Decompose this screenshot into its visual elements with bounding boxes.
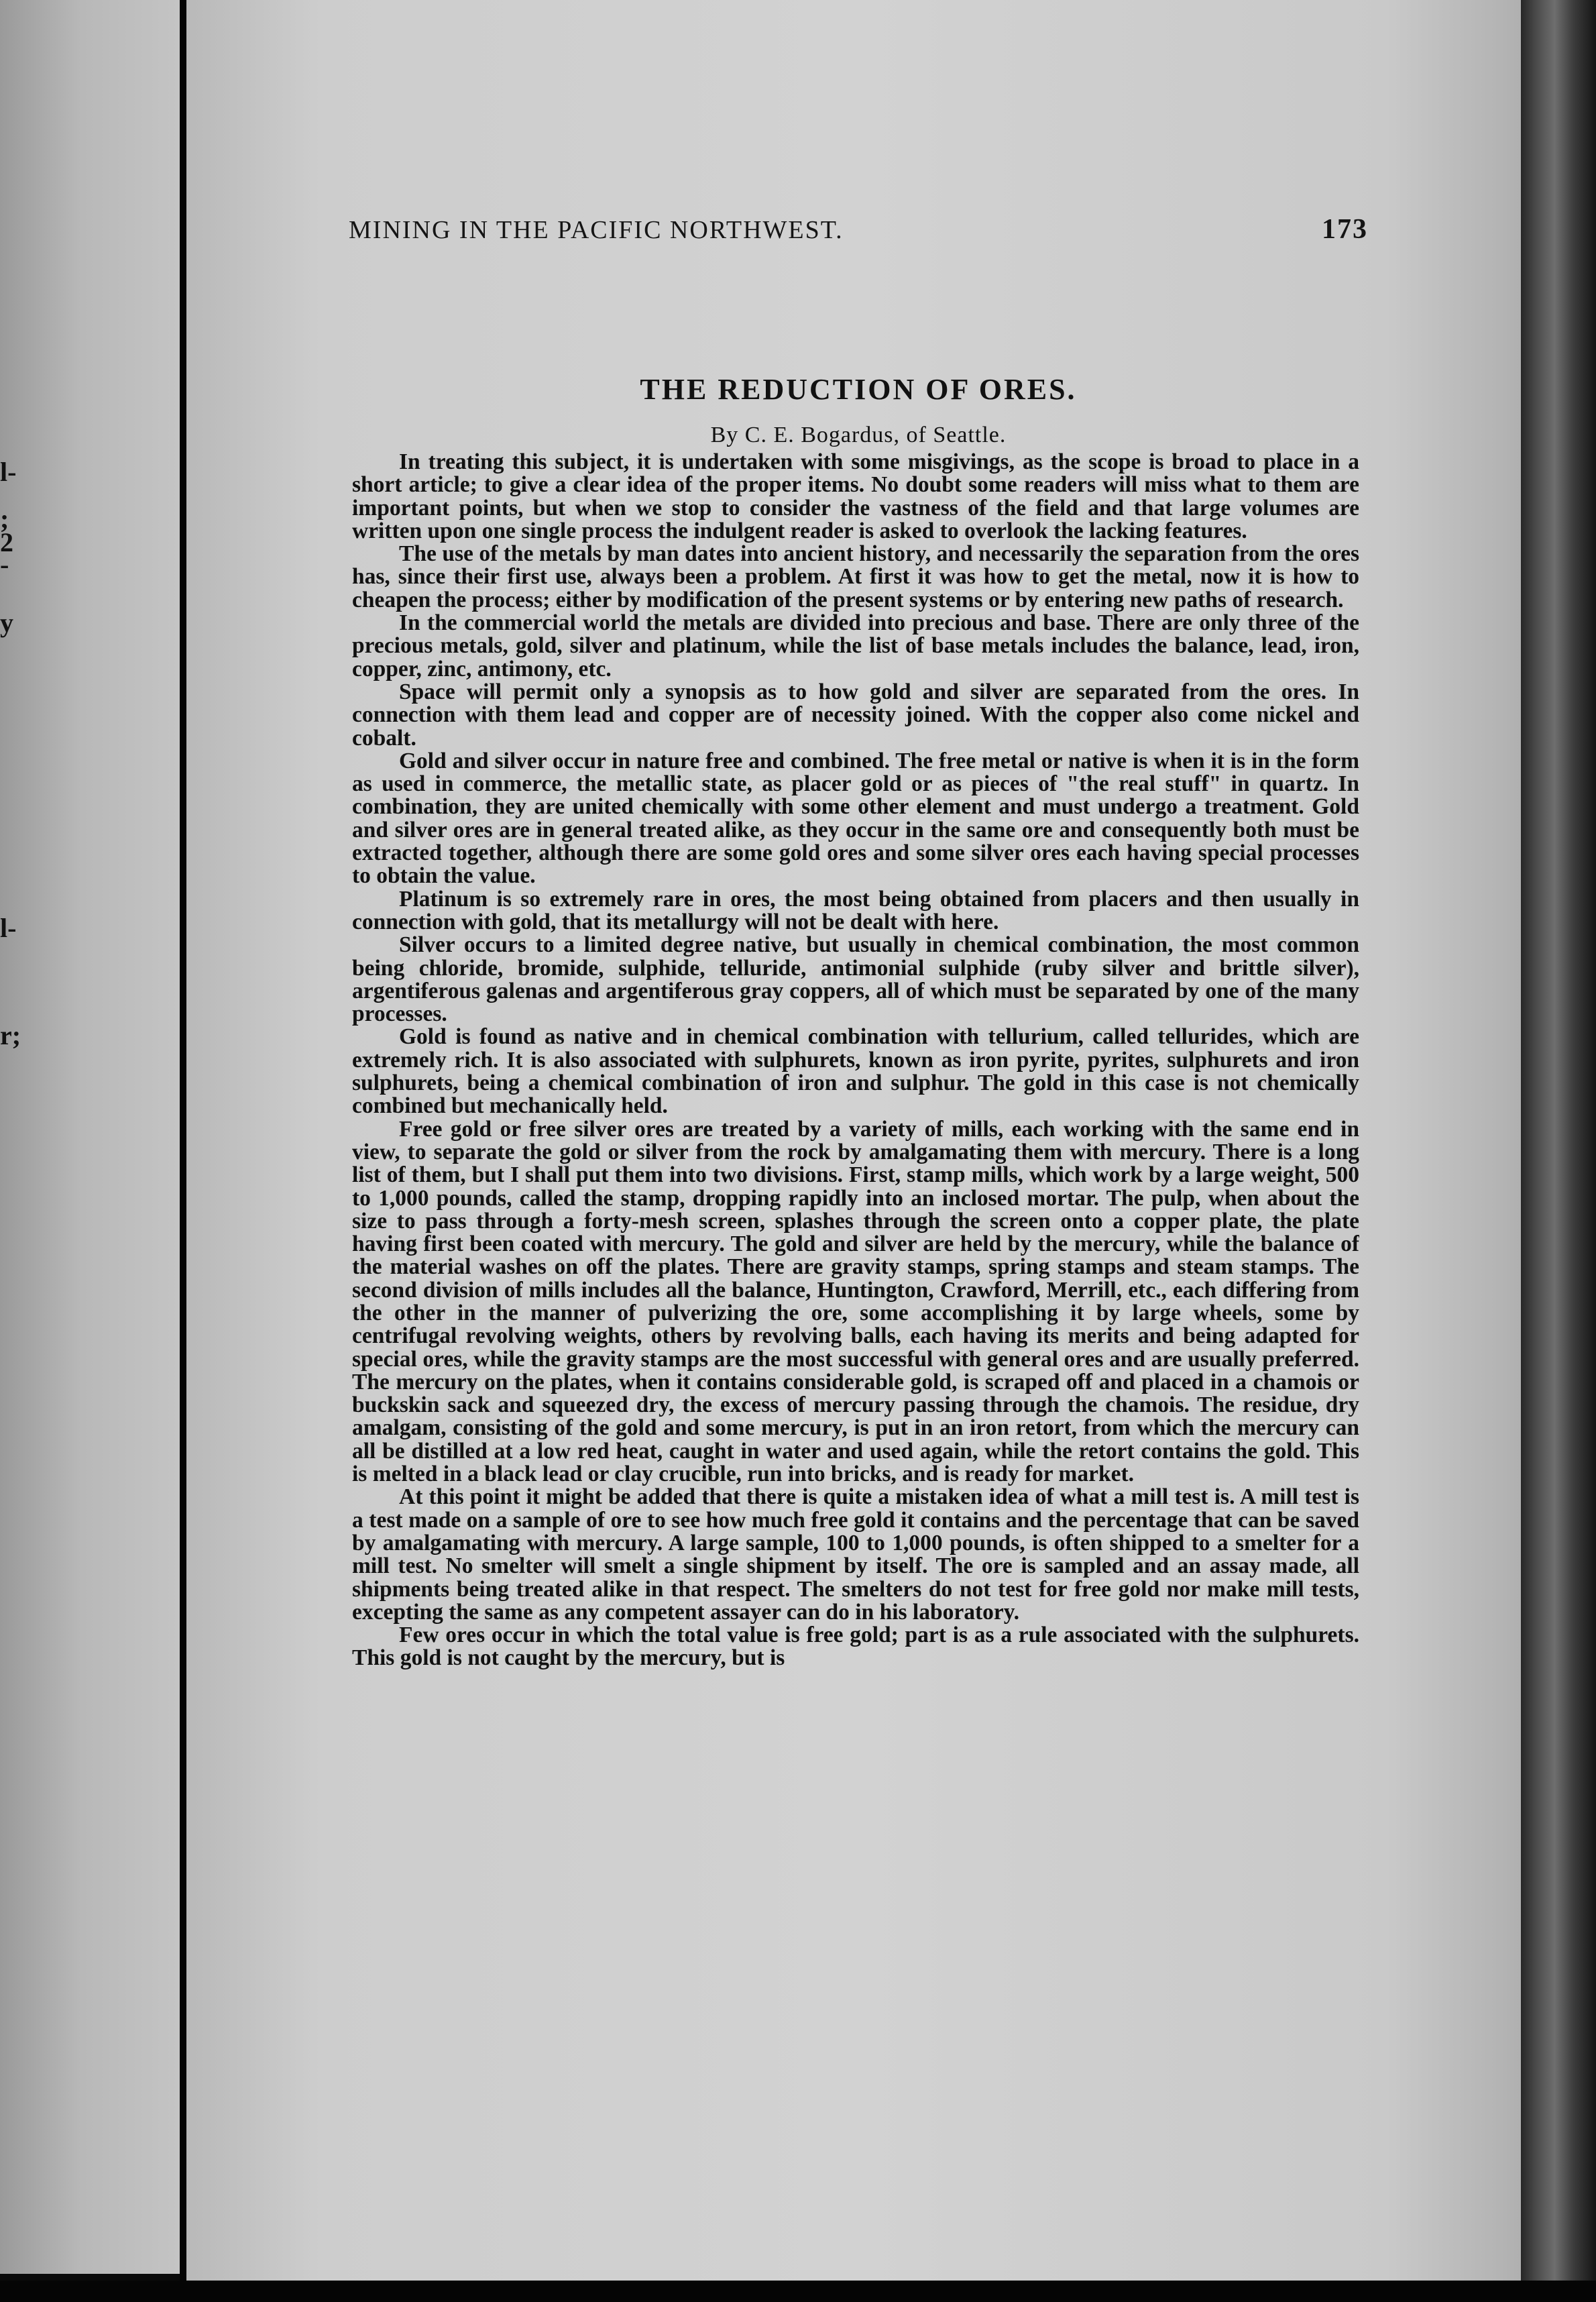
byline: By C. E. Bogardus, of Seattle. — [710, 423, 1007, 447]
margin-mark: l- — [0, 913, 17, 943]
paragraph: Platinum is so extremely rare in ores, the most being obtained from placers and then usually in connection with gold, that its metallurgy will not be dealt with here. — [352, 886, 1359, 934]
scan-bottom-border — [0, 2281, 1596, 2302]
paragraph: Gold is found as native and in chemical combination with tellurium, called tellurides, which are extremely rich. It is also associated with sulphurets, known as iron pyrite, pyrites, sulphurets and iron sulphurets, being a chemical combination of iron and sulphur. The gold in this case is not chemically combined but mechanically held. — [352, 1024, 1359, 1119]
margin-mark: ; — [0, 504, 9, 534]
paragraph: At this point it might be added that there is quite a mistaken idea of what a mill test is. A mill test is a test made on a sample of ore to see how much free gold it contains and the percentage that can be saved by amalgamating with mercury. A large sample, 100 to 1,000 pounds, is often shipped to a smelter for a mill test. No smelter will smelt a single shipment by itself. The ore is sampled and an assay made, all shipments being treated alike in that respect. The smelters do not test for free gold nor make mill tests, excepting the same as any competent assayer can do in his laboratory. — [352, 1484, 1359, 1625]
paragraph: Gold and silver occur in nature free and combined. The free metal or native is when it is in the form as used in commerce, the metallic state, as placer gold or as pieces of "the real stuff" in quartz. In combination, they are united chemically with some other element and must undergo a treatment. Gold and silver ores are in general treated alike, as they occur in the same ore and consequently both must be extracted together, although there are some gold ores and some silver ores each having special processes to obtain the value. — [352, 748, 1359, 889]
paragraph: Silver occurs to a limited degree native, but usually in chemical combination, the most common being chloride, bromide, sulphide, telluride, antimonial sulphide (ruby silver and brittle silver), argentiferous galenas and argentiferous gray coppers, all of which must be separated by one of the many processes. — [352, 932, 1359, 1027]
paragraph: In the commercial world the metals are divided into precious and base. There are only three of the precious metals, gold, silver and platinum, while the list of base metals includes the balance, lead, iron, copper, zinc, antimony, etc. — [352, 610, 1359, 681]
running-head — [349, 213, 1368, 254]
margin-mark: y — [0, 608, 13, 638]
right-page-edge — [1521, 0, 1596, 2302]
article-title: THE REDUCTION OF ORES. — [640, 373, 1077, 406]
margin-mark: r; — [0, 1020, 21, 1050]
paragraph: In treating this subject, it is undertaken with some misgivings, as the scope is broad to place in a short article; to give a clear idea of the proper items. No doubt some readers will miss what to them are important points, but when we stop to consider the vastness of the field and that large volumes are written upon one single process the indulgent reader is asked to overlook the lacking features. — [352, 451, 1359, 543]
article-body — [352, 451, 1359, 2037]
left-page-edge — [0, 0, 180, 2274]
paragraph: Space will permit only a synopsis as to how gold and silver are separated from the ores. In connection with them lead and copper are of necessity joined. With the copper also come nickel and cobalt. — [352, 679, 1359, 751]
paragraph: The use of the metals by man dates into ancient history, and necessarily the separation from the ores has, since their first use, always been a problem. At first it was how to get the metal, now it is how to cheapen the process; either by modification of the present systems or by entering new paths of research. — [352, 541, 1359, 612]
paragraph: Few ores occur in which the total value is free gold; part is as a rule associated with the sulphurets. This gold is not caught by the mercury, but is — [352, 1623, 1359, 1671]
running-title: MINING IN THE PACIFIC NORTHWEST. — [349, 216, 844, 244]
margin-mark: 2 — [0, 527, 13, 557]
paragraph: Free gold or free silver ores are treated by a variety of mills, each working with the same end in view, to separate the gold or silver from the rock by amalgamating them with mercury. There is a long list of them, but I shall put them into two divisions. First, stamp mills, which work by a large weight, 500 to 1,000 pounds, called the stamp, dropping rapidly into an inclosed mortar. The pulp, when about the size to pass through a forty-mesh screen, splashes through the screen onto a copper plate, the plate having first been coated with mercury. The gold and silver are held by the mercury, while the balance of the material washes on off the plates. There are gravity stamps, spring stamps and steam stamps. The second division of mills includes all the balance, Huntington, Crawford, Merrill, etc., each differing from the other in the manner of pulverizing the ore, some accomplishing it by large wheels, some by centrifugal revolving weights, others by revolving balls, each having its merits and being adapted for special ores, while the gravity stamps are the most successful with general ores and are usually preferred. The mercury on the plates, when it contains considerable gold, is scraped off and placed in a chamois or buckskin sack and squeezed dry, the excess of mercury passing through the chamois. The residue, dry amalgam, consisting of the gold and some mercury, is put in an iron retort, from which the mercury can all be distilled at a low red heat, caught in water and used again, while the retort contains the gold. This is melted in a black lead or clay crucible, run into bricks, and is ready for market. — [352, 1116, 1359, 1487]
margin-mark: l- — [0, 457, 17, 487]
margin-mark: - — [0, 549, 9, 580]
page-number: 173 — [1322, 214, 1368, 245]
